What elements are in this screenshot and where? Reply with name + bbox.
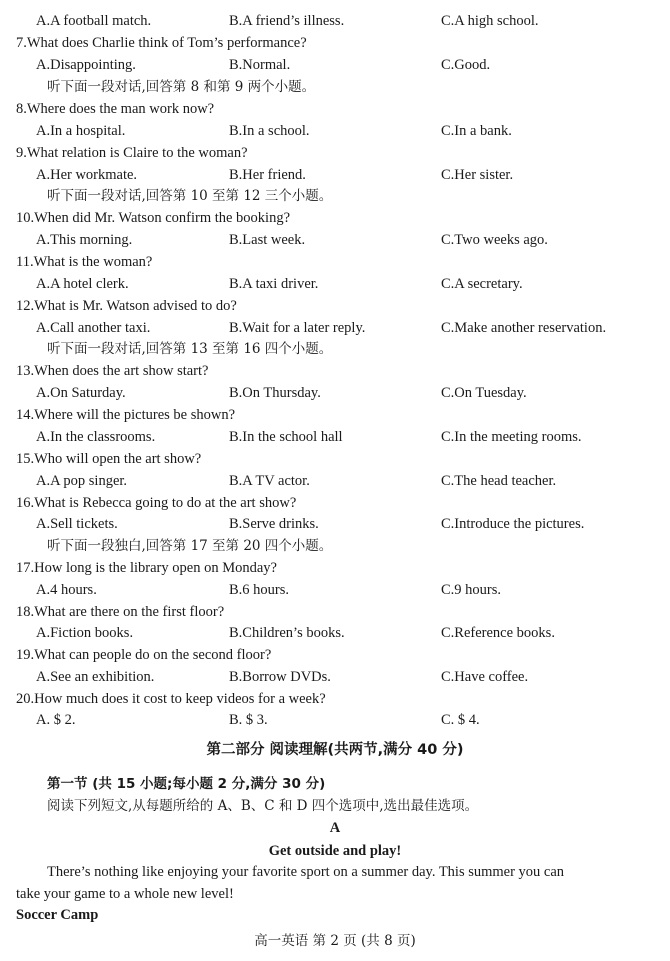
q10-option-b: B.Last week. [229,232,306,248]
q12-option-a: A.Call another taxi. [36,320,151,336]
q11-options-row [0,274,670,294]
q14-option-c: C.In the meeting rooms. [441,429,582,445]
q17-stem: 17.How long is the library open on Monday? [16,560,277,576]
q16-stem: 16.What is Rebecca going to do at the art show? [16,495,297,511]
q15-stem: 15.Who will open the art show? [16,451,202,467]
q20-options-row [0,710,670,730]
passage-line-1: There’s nothing like enjoying your favorite sport on a summer day. This summer you can [47,864,565,880]
q7-options-row [0,55,670,75]
subheading-row [0,905,670,925]
section1-instruction-row [0,796,670,816]
q9-option-c: C.Her sister. [441,167,514,183]
instruction-13-16: 听下面一段对话,回答第 13 至第 16 四个小题。 [47,341,333,357]
passage-title: Get outside and play! [268,843,402,859]
q13-option-a: A.On Saturday. [36,385,126,401]
passage-letter-row [0,818,670,838]
q12-option-c: C.Make another reservation. [441,320,607,336]
q11-stem-row [0,252,670,272]
page-footer: 高一英语 第 2 页 (共 8 页) [254,933,416,949]
q20-option-b: B. $ 3. [229,712,268,728]
q15-option-c: C.The head teacher. [441,473,557,489]
q6-option-a: A.A football match. [36,13,152,29]
q20-option-c: C. $ 4. [441,712,480,728]
passage-line-2-row [0,884,670,904]
q19-stem: 19.What can people do on the second floor? [16,647,272,663]
q20-option-a: A. $ 2. [36,712,76,728]
q9-options-row [0,165,670,185]
q7-option-c: C.Good. [441,57,491,73]
q11-option-c: C.A secretary. [441,276,523,292]
q7-option-b: B.Normal. [229,57,291,73]
q8-option-b: B.In a school. [229,123,310,139]
q20-stem-row [0,689,670,709]
q19-option-a: A.See an exhibition. [36,669,155,685]
q16-options-row [0,514,670,534]
q15-option-b: B.A TV actor. [229,473,310,489]
q17-option-b: B.6 hours. [229,582,290,598]
q12-stem: 12.What is Mr. Watson advised to do? [16,298,237,314]
q13-stem-row [0,361,670,381]
q6-option-b: B.A friend’s illness. [229,13,345,29]
q14-stem-row [0,405,670,425]
section1-title: 第一节 (共 15 小题;每小题 2 分,满分 30 分) [47,776,326,792]
section1-instruction: 阅读下列短文,从每题所给的 A、B、C 和 D 四个选项中,选出最佳选项。 [47,798,479,814]
section1-title-row [0,774,670,794]
q13-options-row [0,383,670,403]
q9-stem: 9.What relation is Claire to the woman? [16,145,248,161]
q17-option-a: A.4 hours. [36,582,97,598]
q7-option-a: A.Disappointing. [36,57,136,73]
passage-line-1-row [0,862,670,882]
subheading-soccer-camp: Soccer Camp [16,907,99,923]
q6-option-c: C.A high school. [441,13,539,29]
q9-option-b: B.Her friend. [229,167,306,183]
part2-title-row [0,740,670,760]
passage-title-row [0,841,670,861]
q8-options-row [0,121,670,141]
q15-options-row [0,471,670,491]
q12-option-b: B.Wait for a later reply. [229,320,366,336]
q11-option-a: A.A hotel clerk. [36,276,129,292]
instruction-13-16-row [0,339,670,359]
q14-option-a: A.In the classrooms. [36,429,156,445]
q9-option-a: A.Her workmate. [36,167,138,183]
q19-stem-row [0,645,670,665]
q9-stem-row [0,143,670,163]
q15-stem-row [0,449,670,469]
q12-stem-row [0,296,670,316]
instruction-17-20: 听下面一段独白,回答第 17 至第 20 四个小题。 [47,538,333,554]
q19-options-row [0,667,670,687]
instruction-8-9: 听下面一段对话,回答第 8 和第 9 两个小题。 [47,79,316,95]
instruction-10-12-row [0,186,670,206]
q8-option-c: C.In a bank. [441,123,512,139]
q10-option-a: A.This morning. [36,232,133,248]
passage-letter: A [329,820,341,836]
q10-stem: 10.When did Mr. Watson confirm the booking? [16,210,291,226]
q10-option-c: C.Two weeks ago. [441,232,548,248]
instruction-17-20-row [0,536,670,556]
q14-options-row [0,427,670,447]
instruction-8-9-row [0,77,670,97]
instruction-10-12: 听下面一段对话,回答第 10 至第 12 三个小题。 [47,188,333,204]
q17-options-row [0,580,670,600]
q18-option-c: C.Reference books. [441,625,555,641]
q19-option-b: B.Borrow DVDs. [229,669,331,685]
q8-stem: 8.Where does the man work now? [16,101,215,117]
q16-option-c: C.Introduce the pictures. [441,516,585,532]
q13-stem: 13.When does the art show start? [16,363,209,379]
q18-options-row [0,623,670,643]
q8-option-a: A.In a hospital. [36,123,126,139]
passage-line-2: take your game to a whole new level! [16,886,234,902]
q16-option-b: B.Serve drinks. [229,516,319,532]
q16-option-a: A.Sell tickets. [36,516,118,532]
q18-option-a: A.Fiction books. [36,625,134,641]
q13-option-b: B.On Thursday. [229,385,321,401]
q18-option-b: B.Children’s books. [229,625,345,641]
q8-stem-row [0,99,670,119]
q19-option-c: C.Have coffee. [441,669,529,685]
q16-stem-row [0,493,670,513]
q17-option-c: C.9 hours. [441,582,502,598]
q14-option-b: B.In the school hall [229,429,343,445]
q12-options-row [0,318,670,338]
q7-stem: 7.What does Charlie think of Tom’s performance? [16,35,307,51]
page-footer-row [0,931,670,951]
q10-options-row [0,230,670,250]
q7-stem-row [0,33,670,53]
q17-stem-row [0,558,670,578]
q18-stem-row [0,602,670,622]
q14-stem: 14.Where will the pictures be shown? [16,407,236,423]
q11-option-b: B.A taxi driver. [229,276,319,292]
q10-stem-row [0,208,670,228]
q18-stem: 18.What are there on the first floor? [16,604,225,620]
q11-stem: 11.What is the woman? [16,254,153,270]
q6-options-row [0,11,670,31]
part2-title: 第二部分 阅读理解(共两节,满分 40 分) [206,742,464,758]
q13-option-c: C.On Tuesday. [441,385,527,401]
q20-stem: 20.How much does it cost to keep videos for a week? [16,691,326,707]
q15-option-a: A.A pop singer. [36,473,128,489]
